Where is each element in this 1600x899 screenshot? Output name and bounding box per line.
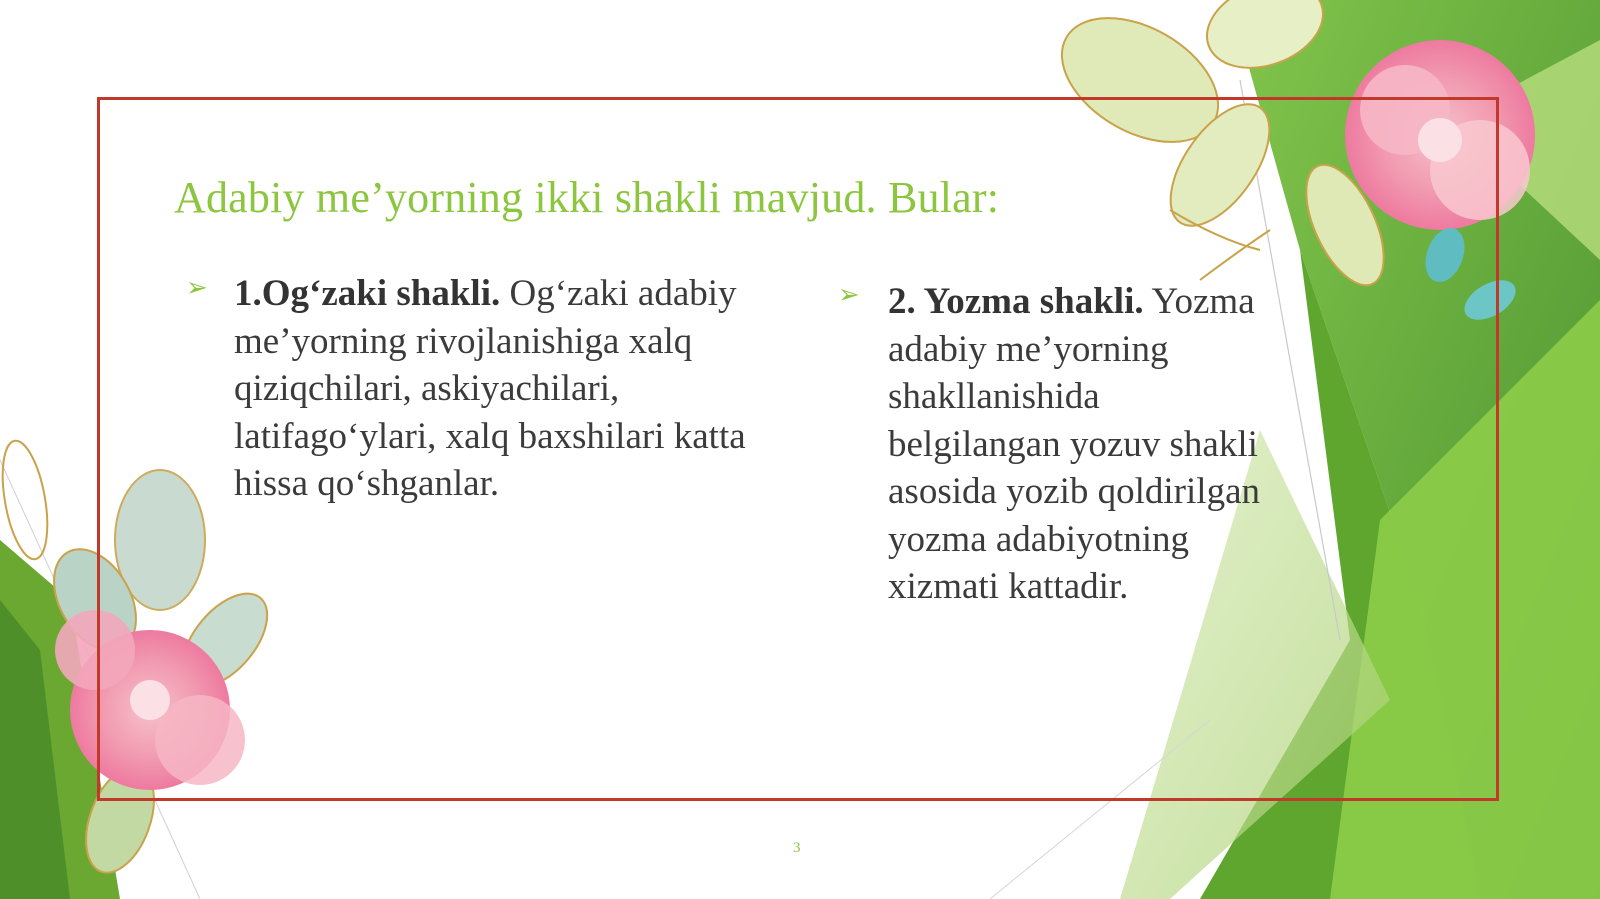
right-heading: 2. Yozma shakli.	[888, 281, 1144, 322]
arrow-bullet-icon: ➢	[838, 280, 860, 310]
right-body: Yozma adabiy me’yorning shakllanishida belgilangan yozuv shakli asosida yozib qoldirilgan yozma adabiyotning xizmati kattadir.	[888, 281, 1260, 607]
page-number: 3	[793, 840, 801, 856]
arrow-bullet-icon: ➢	[186, 273, 208, 303]
left-column-text	[234, 270, 754, 508]
right-column-text	[888, 278, 1268, 611]
left-heading: 1.Og‘zaki shakli.	[234, 273, 501, 314]
left-body: Og‘zaki adabiy me’yorning rivojlanishiga xalq qiziqchilari, askiyachilari, latifago‘ylari, xalq baxshilari katta hissa qo‘shganlar.	[234, 273, 746, 504]
slide-title: Adabiy me’yorning ikki shakli mavjud. Bular:	[174, 173, 1000, 222]
